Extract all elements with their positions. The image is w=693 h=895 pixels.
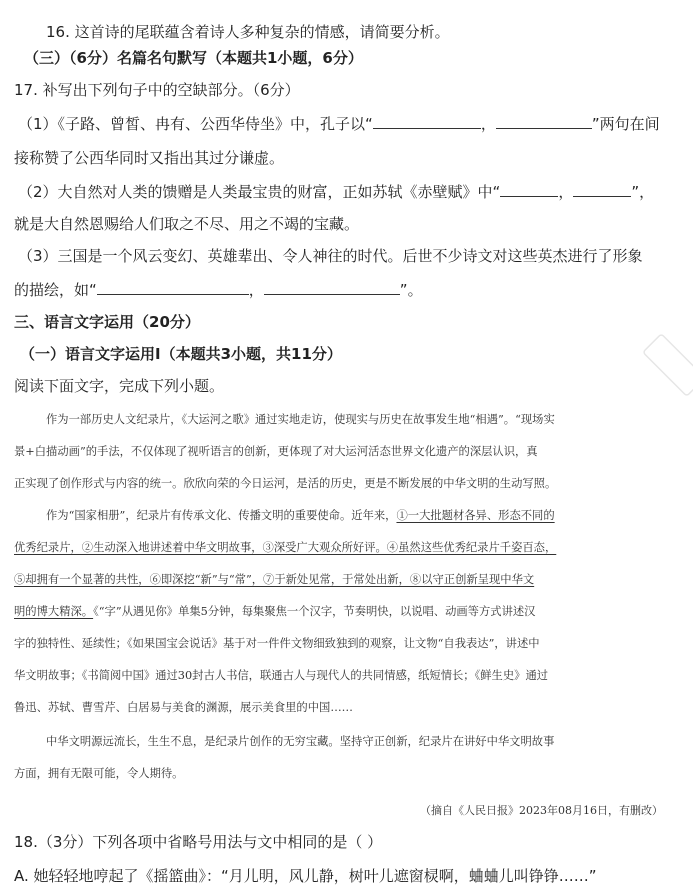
underlined-sentence: ①一大批题材各异、形态不同的 [396, 509, 555, 522]
article-line: 方面，拥有无限可能，令人期待。 [14, 767, 184, 780]
question-18-stem: 18.（3分）下列各项中省略号用法与文中相同的是（ ） [14, 833, 383, 851]
underlined-sentence: 明的博大精深。 [14, 605, 94, 618]
question-18-option-a[interactable]: A. 她轻轻地哼起了《摇篮曲》：“月儿明，风儿静，树叶儿遮窗棂啊，蛐蛐儿叫铮铮……” [14, 867, 597, 885]
article-line: 正实现了创作形式与内容的统一。欣欣向荣的今日运河，是活的历史，更是不断发展的中华文明的生动写照。 [14, 477, 557, 490]
answer-blank[interactable] [373, 114, 481, 129]
article-line: 中华文明源远流长，生生不息，是纪录片创作的无穷宝藏。坚持守正创新，纪录片在讲好中华文明故事 [46, 735, 555, 748]
article-line: 景+白描动画”的手法，不仅体现了视听语言的创新，更体现了对大运河活态世界文化遗产的深层认识，真 [14, 445, 538, 458]
question-16: 16. 这首诗的尾联蕴含着诗人多种复杂的情感，请简要分析。 [46, 23, 450, 41]
q17-sep-1: ， [480, 115, 496, 133]
answer-blank[interactable] [97, 280, 249, 295]
question-17-stem: 17. 补写出下列句子中的空缺部分。（6分） [14, 81, 300, 99]
question-17-part-3: （3）三国是一个风云变幻、英雄辈出、令人神往的时代。后世不少诗文对这些英杰进行了形象 [18, 247, 643, 265]
question-17-part-1 [18, 114, 683, 134]
question-17-part-2-cont: 就是大自然恩赐给人们取之不尽、用之不竭的宝藏。 [14, 215, 360, 233]
article-line: 鲁迅、苏轼、曹雪芹、白居易与美食的渊源，展示美食里的中国…… [14, 701, 353, 714]
question-17-part-1-cont: 接称赞了公西华同时又指出其过分谦虚。 [14, 149, 285, 167]
part-3-heading: 三、语言文字运用（20分） [14, 313, 200, 331]
underlined-sentence: ⑤却拥有一个显著的共性，⑥即深挖“新”与“常”，⑦于新处见常，于常处出新，⑧以守正创新呈现中华文 [14, 573, 535, 586]
q17-p3-text-a: 的描绘，如“ [14, 281, 97, 299]
article-line: 字的独特性、延续性；《如果国宝会说话》基于对一件件文物细致独到的观察，让文物“自我表达”，讲述中 [14, 637, 540, 650]
article-line [46, 508, 683, 524]
article-line: 作为一部历史人文纪录片，《大运河之歌》通过实地走访，使现实与历史在故事发生地“相遇”。“现场实 [46, 413, 555, 426]
section-3-heading: （三）（6分）名篇名句默写（本题共1小题，6分） [24, 49, 363, 67]
answer-blank[interactable] [264, 280, 400, 295]
article-line [14, 604, 683, 620]
reading-instruction: 阅读下面文字，完成下列小题。 [14, 377, 225, 395]
q17-p1-text-b: ”两句在间 [591, 115, 660, 133]
q17-p3-text-c: ”。 [399, 281, 423, 299]
q17-sep-3: ， [248, 281, 264, 299]
article-source: （摘自《人民日报》2023年08月16日，有删改） [420, 804, 663, 817]
underlined-sentence: 优秀纪录片，②生动深入地讲述着中华文明故事，③深受广大观众所好评。④虽然这些优秀纪录片千姿百态， [14, 541, 557, 554]
answer-blank[interactable] [496, 114, 592, 129]
q17-p2-text-a: （2）大自然对人类的馈赠是人类最宝贵的财富，正如苏轼《赤壁赋》中“ [18, 183, 501, 201]
q17-sep-2: ， [558, 183, 574, 201]
subsection-1-heading: （一）语言文字运用Ⅰ（本题共3小题，共11分） [20, 345, 342, 363]
article-text: 作为“国家相册”，纪录片有传承文化、传播文明的重要使命。近年来， [46, 509, 397, 522]
article-text: 《“字”从遇见你》单集5分钟，每集聚焦一个汉字，节奏明快，以说唱、动画等方式讲述汉 [93, 605, 536, 618]
answer-blank[interactable] [573, 182, 631, 197]
article-line: 华文明故事；《书简阅中国》通过30封古人书信，联通古人与现代人的共同情感，纸短情长；《鲜生史》通过 [14, 669, 549, 682]
q17-p1-text-a: （1）《子路、曾皙、冉有、公西华侍坐》中，孔子以“ [18, 115, 373, 133]
q17-p2-text-b: ”， [631, 183, 655, 201]
answer-blank[interactable] [500, 182, 558, 197]
question-17-part-3-cont [14, 280, 683, 300]
question-17-part-2 [18, 182, 683, 202]
